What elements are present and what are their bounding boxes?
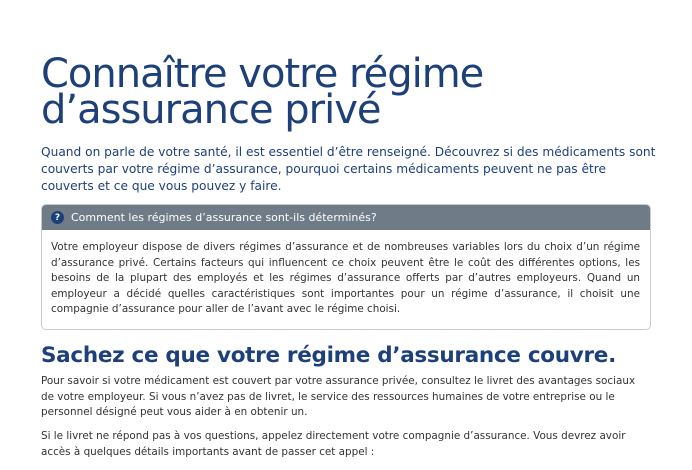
faq-question-header[interactable]: [42, 205, 650, 230]
faq-accordion: [41, 204, 651, 330]
section-paragraph-2: Si le livret ne répond pas à vos questions, appelez directement votre compagnie d’assurance. Vous devrez avoir accès à quelques détails importants avant de passer cet appel :: [41, 430, 626, 458]
faq-question-label: Comment les régimes d’assurance sont-ils déterminés?: [71, 211, 377, 224]
section-title: Sachez ce que votre régime d’assurance couvre.: [41, 343, 616, 368]
section-paragraph-1: Pour savoir si votre médicament est couvert par votre assurance privée, consultez le livret des avantages sociaux de votre employeur. Si vous n’avez pas de livret, le service des ressources humaines de votre entreprise ou le personnel désigné peut vous aider à en obtenir un.: [41, 375, 636, 418]
faq-answer: Votre employeur dispose de divers régimes d’assurance et de nombreuses variables lors du choix d’un régime d’assurance privé. Certains facteurs qui influencent ce choix peuvent être le coût des différentes options, les besoins de la plupart des employés et les régimes d’assurance offerts par d’autres employeurs. Quand un employeur a décidé quelles caractéristiques sont importantes pour un régime d’assurance, il choisit une compagnie d’assurance pour aller de l’avant avec le régime choisi.: [51, 241, 640, 316]
question-circle-icon: ?: [51, 211, 64, 224]
intro-paragraph: Quand on parle de votre santé, il est essentiel d’être renseigné. Découvrez si des médicaments sont couverts par votre régime d’assurance, pourquoi certains médicaments peuvent ne pas être couverts et ce que vous pouvez y faire.: [41, 145, 656, 193]
page-title: Connaître votre régime d’assurance privé: [41, 51, 484, 133]
